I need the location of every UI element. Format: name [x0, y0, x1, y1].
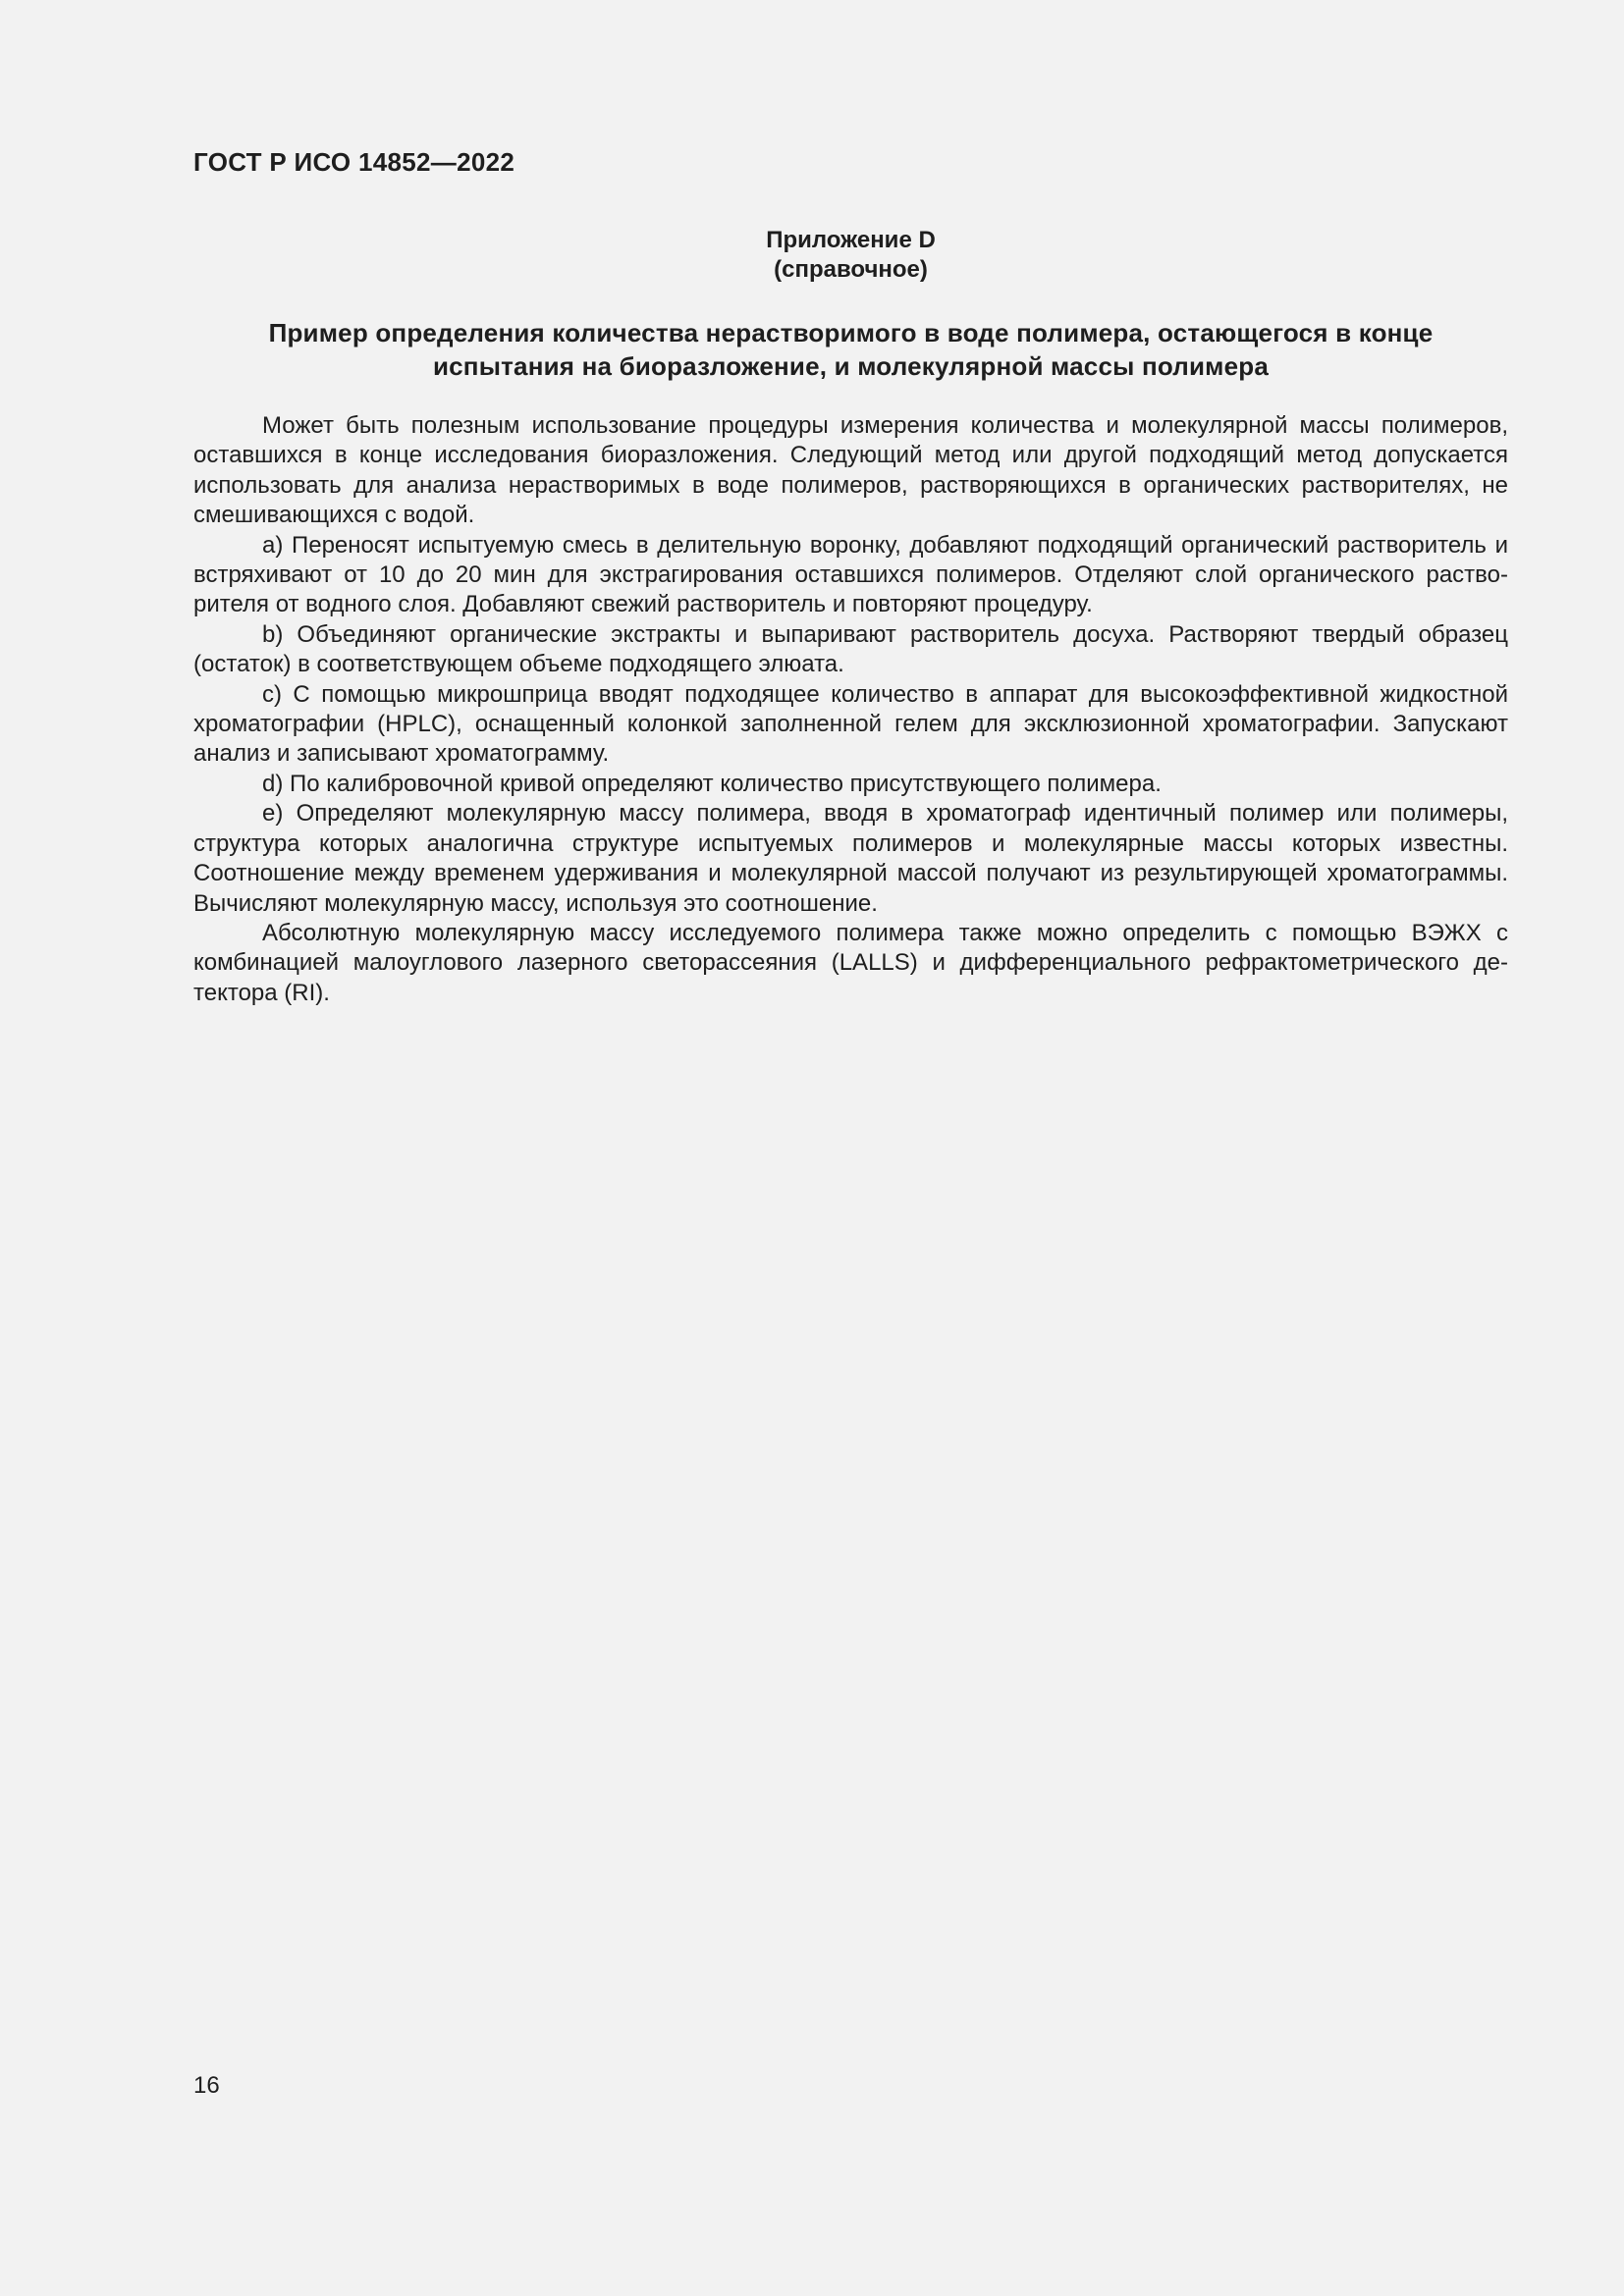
- step-a-paragraph: a) Переносят испытуемую смесь в делительную воронку, добавляют подходящий органический растворитель и встряхивают от 10 до 20 мин для экстрагирования оставшихся полимеров. Отделяют слой органического растворителя от водного слоя. Добавляют свежий растворитель и повторяют процедуру.: [193, 531, 1508, 618]
- appendix-title-line-1: Пример определения количества нерастворимого в воде полимера, остающегося в конце: [268, 318, 1434, 347]
- appendix-heading: [193, 226, 1508, 285]
- step-b-paragraph: b) Объединяют органические экстракты и выпаривают растворитель досуха. Растворяют твердый образец (остаток) в соответствующем объеме подходящего элюата.: [193, 620, 1508, 678]
- intro-paragraph: Может быть полезным использование процедуры измерения количества и молекулярной массы полимеров, оставшихся в конце исследования биоразложения. Следующий метод или другой подходящий метод допускается использовать для анализа нерастворимых в воде полимеров, растворяющихся в органических растворителях, не смешивающихся с водой.: [193, 412, 1508, 529]
- step-e-paragraph: e) Определяют молекулярную массу полимера, вводя в хроматограф идентичный полимер или полимеры, структура которых аналогична структуре испытуемых полимеров и молекулярные массы которых известны. Соотношение между временем удерживания и молекулярной массой получают из результирующей хроматограммы. Вычисляют молекулярную массу, используя это соотношение.: [193, 800, 1508, 917]
- body-text: [193, 411, 1508, 1008]
- appendix-title: [193, 316, 1508, 383]
- closing-paragraph: Абсолютную молекулярную массу исследуемого полимера также можно определить с помощью ВЭЖХ с комбинацией малоуглового лазерного светорассеяния (LALLS) и дифференциального рефрактометрического детектора (RI).: [193, 919, 1508, 1006]
- appendix-title-line-2: испытания на биоразложение, и молекулярной массы полимера: [432, 351, 1270, 381]
- appendix-type: (справочное): [774, 256, 928, 283]
- appendix-label: Приложение D: [766, 227, 936, 253]
- step-d-paragraph: d) По калибровочной кривой определяют количество присутствующего полимера.: [262, 770, 1162, 797]
- document-code-header: ГОСТ Р ИСО 14852—2022: [193, 147, 515, 177]
- page-number: 16: [193, 2072, 220, 2099]
- step-c-paragraph: c) С помощью микрошприца вводят подходящее количество в аппарат для высокоэффективной жидкостной хроматографии (HPLC), оснащенный колонкой заполненной гелем для эксклюзионной хроматографии. Запускают анализ и записывают хроматограмму.: [193, 680, 1508, 768]
